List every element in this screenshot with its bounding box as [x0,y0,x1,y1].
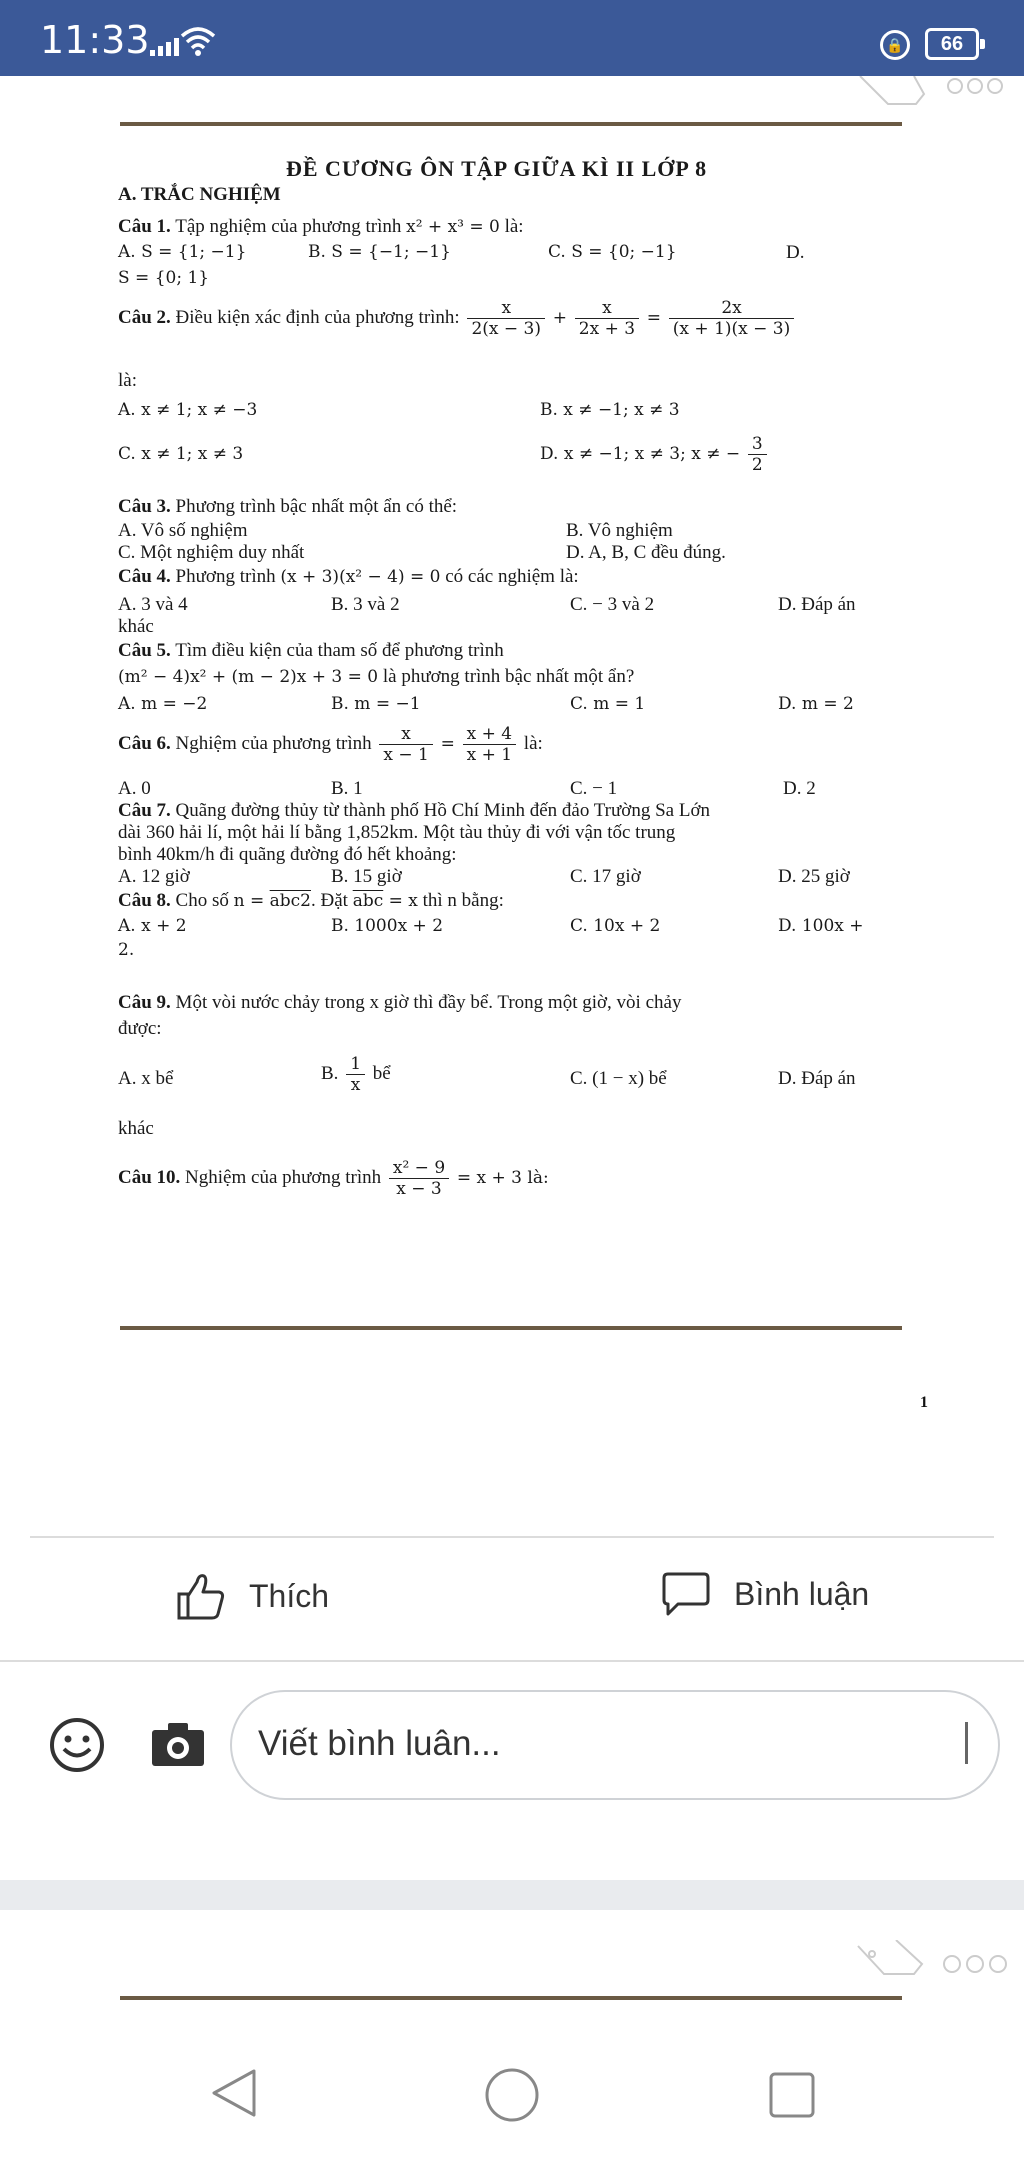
q8 [118,890,504,912]
q6-a: A. 0 [118,778,151,799]
q8-tail: thì n bằng: [422,890,504,911]
q2-dd: 2 [751,455,763,475]
q6 [118,724,543,765]
q5-b: B. m = −1 [331,694,421,714]
q2-f3n: 2x [669,298,794,319]
q6-frac2 [463,724,516,765]
q5-tail: là phương trình bậc nhất một ẩn? [382,666,635,687]
q2-f1n: x [467,298,545,319]
q2-la: là: [118,370,137,391]
q2-f1d: 2(x − 3) [471,319,542,339]
q6-f1n: x [379,724,432,745]
q6-b: B. 1 [331,778,363,799]
q7-c: C. 17 giờ [570,866,641,887]
q10-fn: x² − 9 [389,1158,449,1179]
q9-a2: khác [118,1118,154,1139]
rotation-lock-icon: 🔒 [880,30,910,60]
comment-composer [0,1660,1024,1880]
q9-label: Câu 9. [118,992,171,1013]
q9-bs: bể [372,1062,391,1084]
q5-a: A. m = −2 [118,694,208,714]
q2-b: B. x ≠ −1; x ≠ 3 [540,400,680,420]
next-top-rule [120,1996,902,2000]
q9-c: C. (1 − x) bể [570,1068,667,1089]
q5-text: Tìm điều kiện của tham số để phương trình [175,640,504,661]
composer-divider [0,1660,1024,1662]
q2-frac3 [669,298,794,339]
q2-plus: + [552,307,568,328]
q8-dat: . Đặt [311,890,348,911]
q8-b: B. 1000x + 2 [331,916,444,936]
text-cursor [965,1722,968,1764]
q4-d: D. Đáp án [778,594,856,615]
q10-frac [389,1158,449,1199]
q1-text: Tập nghiệm của phương trình [175,216,402,237]
q8-abc: $\overline{abc}$ [352,891,384,911]
q3-label: Câu 3. [118,496,171,517]
q4-c: C. − 3 và 2 [570,594,655,615]
q5-label: Câu 5. [118,640,171,661]
q4-b: B. 3 và 2 [331,594,400,615]
q7-l2: dài 360 hải lí, một hải lí bằng 1,852km. Một tàu thủy đi với vận tốc trung [118,822,676,843]
battery-level: 66 [940,33,964,55]
q5-c: C. m = 1 [570,694,646,714]
q6-eq: = [440,733,455,754]
q2-text: Điều kiện xác định của phương trình: [175,306,460,328]
q3 [118,496,457,518]
recents-icon[interactable] [768,2071,816,2119]
q1-expr: x² + x³ = 0 [406,217,500,237]
q9-l2: được: [118,1018,162,1039]
q2-eq: = [646,307,662,328]
q2-f2d: 2x + 3 [578,319,636,339]
q2-dn: 3 [748,434,767,455]
section-a-label: A. TRẮC NGHIỆM [118,184,281,205]
q2-label: Câu 2. [118,306,171,328]
q4-text: Phương trình [175,566,276,587]
battery-icon [925,28,979,60]
q8-x: = x [383,891,418,911]
bottom-rule [120,1326,902,1330]
q2-f2n: x [575,298,639,319]
q4-label: Câu 4. [118,566,171,587]
q1-a: A. S = {1; −1} [118,242,247,262]
tag-icon [856,1940,926,1980]
q10-fd: x − 3 [396,1179,442,1199]
q4 [118,566,579,588]
q8-d: D. 100x + [778,916,864,936]
like-button[interactable] [175,1570,329,1622]
q2-frac1 [467,298,545,339]
q10-label: Câu 10. [118,1166,181,1188]
q5-d: D. m = 2 [778,694,854,714]
q5-expr-line [118,666,634,688]
comment-button[interactable] [660,1570,869,1618]
section-a [118,184,281,206]
comment-label: Bình luận [734,1575,870,1612]
q2-f3d: (x + 1)(x − 3) [672,319,791,339]
q8-abc2: abc2 [269,891,311,911]
q8-label: Câu 8. [118,890,171,911]
q8-c: C. 10x + 2 [570,916,661,936]
q4-expr: (x + 3)(x² − 4) = 0 [280,567,441,587]
q7-label: Câu 7. [118,800,171,821]
q9-bd: x [350,1075,361,1095]
q2-c: C. x ≠ 1; x ≠ 3 [118,444,244,464]
q6-tail: là: [523,732,543,754]
q4-tail: có các nghiệm là: [445,566,579,587]
q2-d-frac [748,434,767,475]
q2-frac2 [575,298,639,339]
clock: 11:33 [40,18,150,62]
q1-tail: là: [504,216,524,237]
page-number: 1 [920,1394,928,1411]
post-actions [0,1480,1024,1660]
q1 [118,216,524,238]
q9-d: D. Đáp án [778,1068,856,1089]
q3-a: A. Vô số nghiệm [118,520,248,541]
q1-b: B. S = {−1; −1} [308,242,451,262]
q1-label: Câu 1. [118,216,171,237]
q8-text: Cho số [175,890,229,911]
more-options-icon[interactable] [940,1952,1010,1976]
q9-bn: 1 [346,1054,365,1075]
comment-bubble-icon [660,1570,712,1618]
navigation-bar [0,2025,1024,2162]
back-icon[interactable] [210,2067,258,2119]
q4-a2: khác [118,616,154,637]
q9-b-frac [346,1054,365,1095]
q5-expr: (m² − 4)x² + (m − 2)x + 3 = 0 [118,667,379,687]
q8-a2: 2. [118,940,135,960]
q7-b: B. 15 giờ [331,866,402,887]
like-label: Thích [249,1577,330,1614]
q6-c: C. − 1 [570,778,618,799]
q6-text: Nghiệm của phương trình [175,732,372,754]
actions-divider [30,1536,994,1538]
q7-a: A. 12 giờ [118,866,190,887]
next-post-card[interactable] [0,1910,1024,2025]
signal-icon [150,38,179,56]
post-image[interactable] [0,76,1024,1481]
q10-tail: = x + 3 là: [456,1167,549,1188]
q4-a: A. 3 và 4 [118,594,188,615]
q6-d: D. 2 [783,778,816,799]
camera-icon[interactable] [148,1718,208,1770]
q3-c: C. Một nghiệm duy nhất [118,542,305,563]
q3-text: Phương trình bậc nhất một ẩn có thể: [175,496,458,517]
thumbs-up-icon [175,1570,227,1622]
q7 [118,800,710,822]
q2-d-text: D. x ≠ −1; x ≠ 3; x ≠ − [540,443,741,464]
q6-f2d: x + 1 [466,745,513,765]
q2 [118,298,797,339]
q7-d: D. 25 giờ [778,866,850,887]
q10 [118,1158,549,1199]
comment-input[interactable] [230,1690,1000,1800]
q9-b [321,1054,391,1095]
tag-icon [858,76,928,106]
q9-b-label: B. [321,1062,339,1084]
doc-title: ĐỀ CƯƠNG ÔN TẬP GIỮA KÌ II LỚP 8 [286,156,708,181]
wifi-icon [178,22,218,58]
q3-d: D. A, B, C đều đúng. [566,542,726,563]
q9-a: A. x bể [118,1068,174,1089]
q3-b: B. Vô nghiệm [566,520,673,541]
home-icon[interactable] [484,2067,540,2123]
emoji-icon[interactable] [48,1716,106,1774]
q6-frac1 [379,724,432,765]
q2-a: A. x ≠ 1; x ≠ −3 [118,400,258,420]
q10-text: Nghiệm của phương trình [185,1166,382,1188]
q1-d2: S = {0; 1} [118,268,210,288]
q6-label: Câu 6. [118,732,171,754]
comment-placeholder: Viết bình luân... [258,1724,501,1763]
q9 [118,992,681,1014]
q2-d [540,434,770,475]
q8-n: n = [233,891,270,911]
q7-l3: bình 40km/h đi quãng đường đó hết khoảng: [118,844,457,865]
q7-l1: Quãng đường thủy từ thành phố Hồ Chí Minh đến đảo Trường Sa Lớn [175,800,710,821]
top-rule [120,122,902,126]
more-options-icon[interactable] [945,78,1005,98]
q1-c: C. S = {0; −1} [548,242,677,262]
q6-f2n: x + 4 [463,724,516,745]
q9-text: Một vòi nước chảy trong x giờ thì đầy bể. Trong một giờ, vòi chảy [175,992,682,1013]
q5 [118,640,504,662]
q1-d: D. [786,242,805,263]
status-bar [0,0,1024,76]
q8-a: A. x + 2 [118,916,187,936]
q6-f1d: x − 1 [383,745,429,765]
